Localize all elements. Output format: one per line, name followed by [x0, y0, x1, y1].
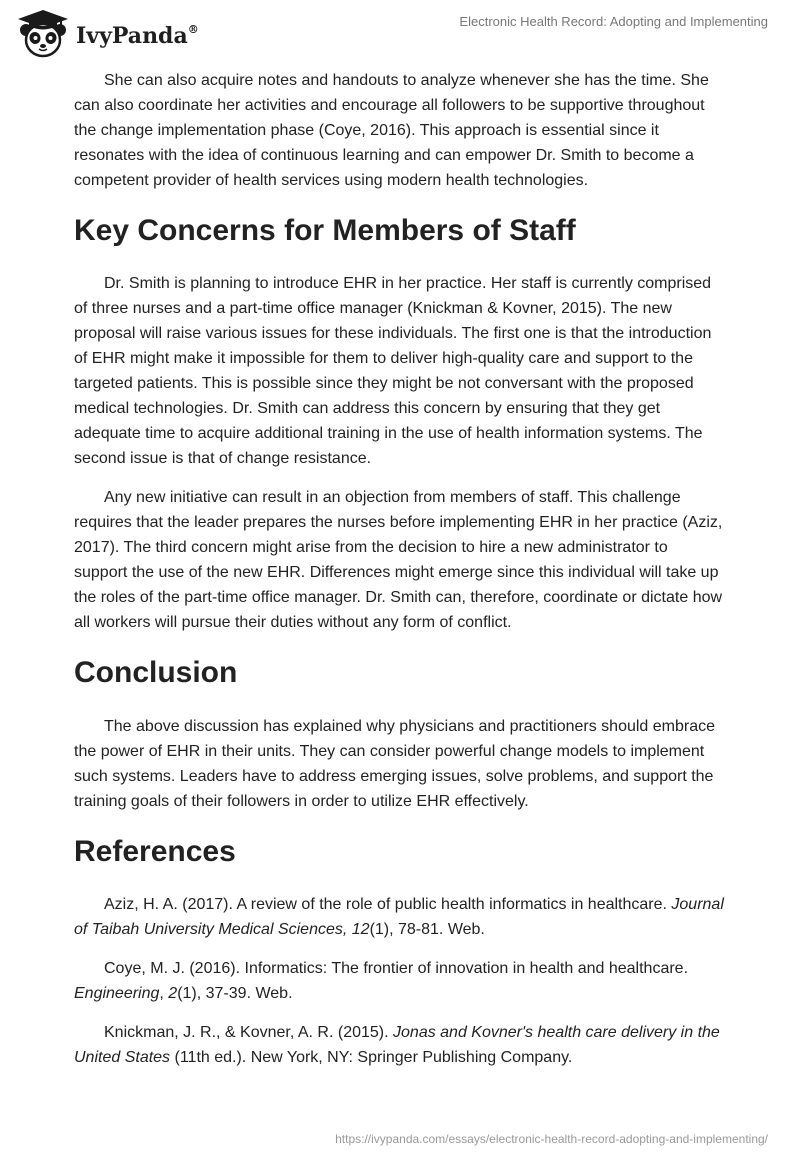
key-concerns-paragraph: Dr. Smith is planning to introduce EHR in her practice. Her staff is currently comprised of three nurses and a part-time office manager (Knickman & Kovner, 2015). The new proposal will raise various issues for these individuals. The first one is that the introduction of EHR might make it impossible for them to deliver high-quality care and support to the targeted patients. This is possible since they might be not conversant with the proposed medical technologies. Dr. Smith can address this concern by ensuring that they get adequate time to acquire additional training in the use of health information systems. The second issue is that of change resistance.	[74, 275, 712, 467]
ivypanda-logo[interactable]	[14, 8, 199, 60]
references-heading: References	[74, 835, 236, 868]
key-concerns-paragraph: Any new initiative can result in an objection from members of staff. This challenge requires that the leader prepares the nurses before implementing EHR in her practice (Aziz, 2017). The third concern might arise from the decision to hire a new administrator to support the use of the new EHR. Differences might emerge since this individual will take up the roles of the part-time office manager. Dr. Smith can, therefore, coordinate or dictate how all workers will pursue their duties without any form of conflict.	[74, 489, 723, 631]
page-header	[0, 0, 800, 70]
document-title: Electronic Health Record: Adopting and Implementing	[459, 14, 768, 29]
panda-graduate-icon	[14, 8, 72, 60]
reference-item: Aziz, H. A. (2017). A review of the role of public health informatics in healthcare. Journal of Taibah University Medical Sciences, 12(1), 78-81. Web.	[74, 896, 724, 938]
reference-item: Knickman, J. R., & Kovner, A. R. (2015). Jonas and Kovner's health care delivery in the United States (11th ed.). New York, NY: Springer Publishing Company.	[74, 1024, 720, 1066]
reference-item: Coye, M. J. (2016). Informatics: The frontier of innovation in health and healthcare. Engineering, 2(1), 37-39. Web.	[74, 960, 689, 1002]
key-concerns-heading: Key Concerns for Members of Staff	[74, 214, 576, 247]
intro-paragraph: She can also acquire notes and handouts to analyze whenever she has the time. She can also coordinate her activities and encourage all followers to be supportive throughout the change implementation phase (Coye, 2016). This approach is essential since it resonates with the idea of continuous learning and can empower Dr. Smith to become a competent provider of health services using modern health technologies.	[74, 72, 709, 189]
essay-content	[74, 68, 724, 1084]
source-url[interactable]: https://ivypanda.com/essays/electronic-health-record-adopting-and-implementing/	[335, 1132, 768, 1146]
conclusion-paragraph: The above discussion has explained why physicians and practitioners should embrace the power of EHR in their units. They can consider powerful change models to implement such systems. Leaders have to address emerging issues, solve problems, and support the training goals of their followers in order to utilize EHR effectively.	[74, 718, 716, 810]
brand-name: IvyPanda®	[76, 22, 199, 49]
conclusion-heading: Conclusion	[74, 656, 238, 689]
